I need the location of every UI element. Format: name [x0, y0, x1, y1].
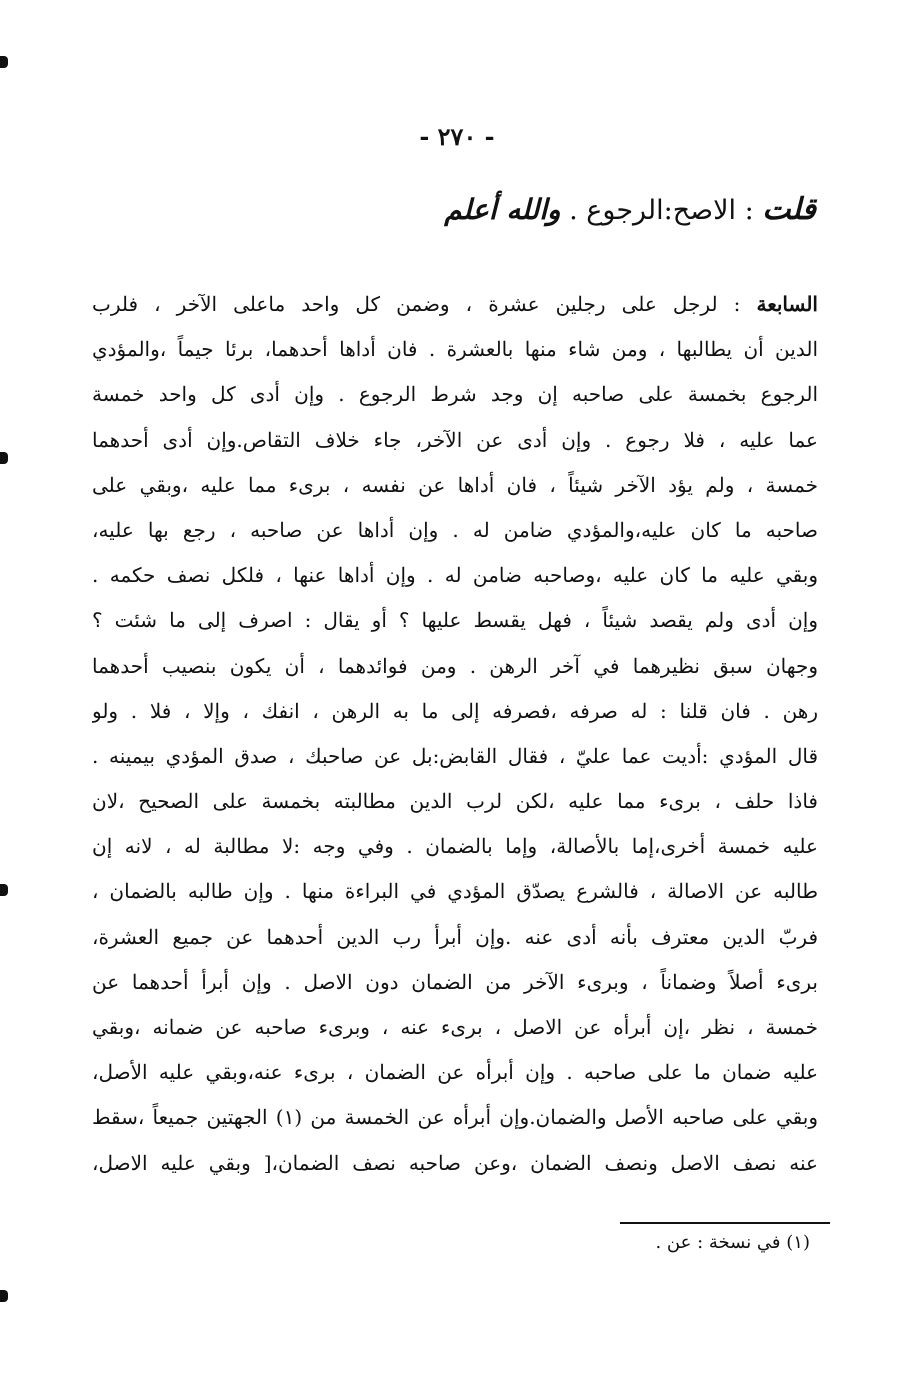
- scan-edge-mark: [0, 56, 8, 68]
- text-line: قال المؤدي :أديت عما عليّ ، فقال القابض:بل عن صاحبك ، صدق المؤدي بيمينه .: [92, 743, 818, 768]
- text-line: طالبه عن الاصالة ، فالشرع يصدّق المؤدي في البراءة منها . وإن طالبه بالضمان ،: [92, 879, 818, 904]
- text-line: عليه ضمان ما على صاحبه . وإن أبرأه عن الضمان ، برىء عنه،وبقي عليه الأصل،: [92, 1060, 818, 1085]
- footnote-text: في نسخة : عن .: [655, 1232, 781, 1253]
- heading-text: : الاصح:الرجوع .: [560, 195, 763, 226]
- text-line: السابعة : لرجل على رجلين عشرة ، وضمن كل واحد ماعلى الآخر ، فلرب: [92, 292, 818, 316]
- text-line: فربّ الدين معترف بأنه أدى عنه .وإن أبرأ رب الدين أحدهما عن جميع العشرة،: [92, 924, 818, 949]
- text-line: الدين أن يطالبها ، ومن شاء منها بالعشرة . فان أداها أحدهما، برئا جيماً ،والمؤدي: [92, 337, 818, 362]
- footnote-marker: (١): [786, 1232, 810, 1253]
- text-line: عنه نصف الاصل ونصف الضمان ،وعن صاحبه نصف الضمان،[ وبقي عليه الاصل،: [92, 1150, 818, 1175]
- text-line: وبقي عليه ما كان عليه ،وصاحبه ضامن له . وإن أداها عنها ، فلكل نصف حكمه .: [92, 563, 818, 588]
- text-line: برىء أصلاً وضماناً ، وبرىء الآخر من الضمان دون الاصل . وإن أبرأ أحدهما عن: [92, 969, 818, 994]
- text-line: صاحبه ما كان عليه،والمؤدي ضامن له . وإن أداها عن صاحبه ، رجع بها عليه،: [92, 517, 818, 542]
- text-line: وجهان سبق نظيرهما في آخر الرهن . ومن فوائدهما ، أن يكون بنصيب أحدهما: [92, 653, 818, 678]
- text-line: فاذا حلف ، برىء مما عليه ،لكن لرب الدين مطالبته بخمسة على الصحيح ،لان: [92, 789, 818, 814]
- text-line: عما عليه ، فلا رجوع . وإن أدى عن الآخر، جاء خلاف التقاص.وإن أدى أحدهما: [92, 427, 818, 452]
- text-line: رهن . فان قلنا : له صرفه ،فصرفه إلى ما به الرهن ، انفك ، وإلا ، فلا . ولو: [92, 698, 818, 723]
- text-line: عليه خمسة أخرى،إما بالأصالة، وإما بالضمان . وفي وجه :لا مطالبة له ، لانه إن: [92, 834, 818, 859]
- text-line: خمسة ، ولم يؤد الآخر شيئاً ، فان أداها عن نفسه ، برىء مما عليه ،وبقي على: [92, 472, 818, 497]
- paragraph-lead-word: السابعة: [756, 292, 818, 316]
- footnote: [510, 1232, 810, 1253]
- text-line: وإن أدى ولم يقصد شيئاً ، فهل يقسط عليها ؟ أو يقال : اصرف إلى ما شئت ؟: [92, 608, 818, 633]
- section-heading: [316, 192, 816, 227]
- heading-closing: والله أعلم: [444, 193, 561, 226]
- body-paragraph: [92, 282, 818, 1186]
- text-line: الرجوع بخمسة على صاحبه إن وجد شرط الرجوع . وإن أدى كل واحد خمسة: [92, 382, 818, 407]
- heading-lead: قلت: [762, 192, 816, 227]
- scan-edge-mark: [0, 1290, 8, 1302]
- page-number: - ٢٧٠ -: [419, 122, 495, 151]
- scan-edge-mark: [0, 884, 8, 896]
- text-line: وبقي على صاحبه الأصل والضمان.وإن أبرأه عن الخمسة من (١) الجهتين جميعاً ،سقط: [92, 1105, 818, 1130]
- footnote-divider: [620, 1222, 830, 1224]
- scan-edge-mark: [0, 452, 8, 464]
- text-line: خمسة ، نظر ،إن أبرأه عن الاصل ، برىء عنه ، وبرىء صاحبه عن ضمانه ،وبقي: [92, 1015, 818, 1039]
